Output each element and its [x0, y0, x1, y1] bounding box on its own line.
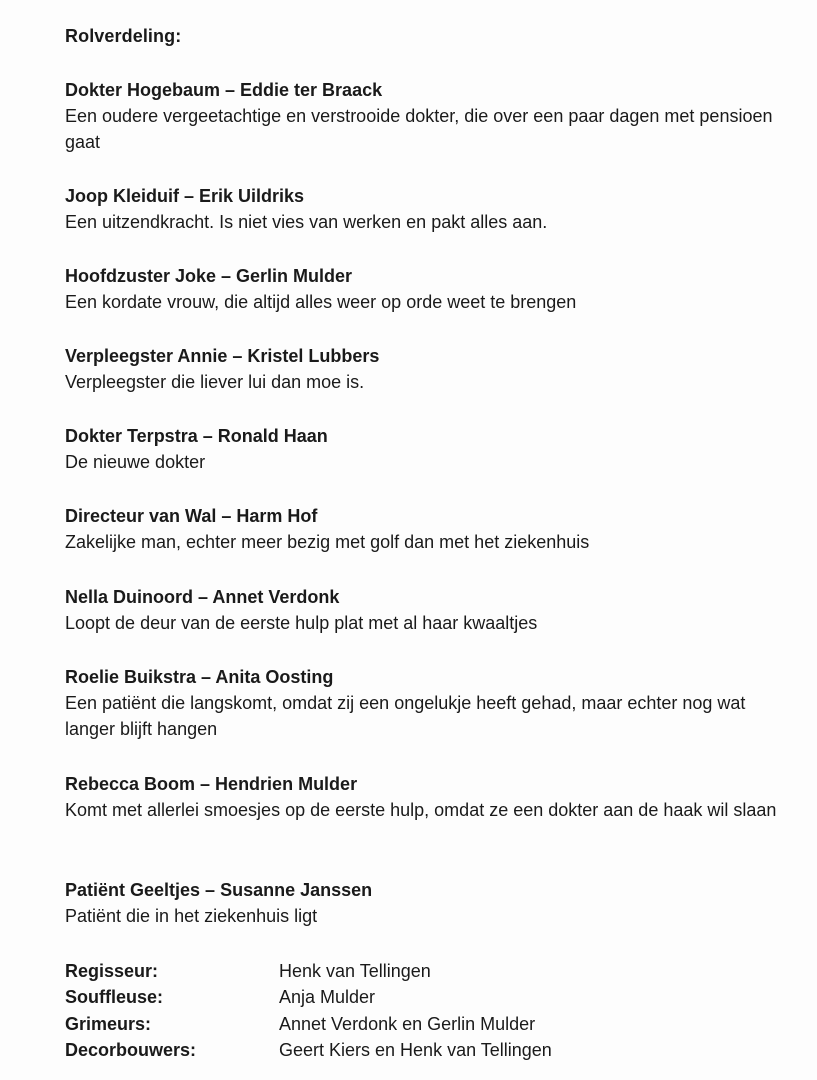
role-description: Zakelijke man, echter meer bezig met golf dan met het ziekenhuis — [65, 532, 590, 552]
crew-person: Anja Mulder — [279, 987, 376, 1008]
role-description: De nieuwe dokter — [65, 452, 206, 472]
crew-person: Geert Kiers en Henk van Tellingen — [279, 1040, 552, 1061]
role-entry — [65, 263, 795, 315]
crew-row — [65, 1011, 765, 1038]
role-name: Verpleegster Annie – Kristel Lubbers — [65, 346, 380, 366]
role-entry — [65, 343, 795, 395]
crew-row — [65, 958, 765, 985]
role-entry — [65, 877, 795, 929]
crew-role: Souffleuse: — [65, 987, 164, 1008]
role-name: Patiënt Geeltjes – Susanne Janssen — [65, 880, 373, 900]
role-description: Een uitzendkracht. Is niet vies van werken en pakt alles aan. — [65, 212, 548, 232]
role-name: Joop Kleiduif – Erik Uildriks — [65, 186, 305, 206]
role-description: Een kordate vrouw, die altijd alles weer op orde weet te brengen — [65, 292, 577, 312]
role-name: Dokter Hogebaum – Eddie ter Braack — [65, 80, 383, 100]
crew-person: Annet Verdonk en Gerlin Mulder — [279, 1013, 536, 1034]
role-description: Patiënt die in het ziekenhuis ligt — [65, 906, 318, 926]
role-description: Komt met allerlei smoesjes op de eerste hulp, omdat ze een dokter aan de haak wil slaan — [65, 800, 777, 820]
role-name: Dokter Terpstra – Ronald Haan — [65, 426, 328, 446]
role-description: Een oudere vergeetachtige en verstrooide dokter, die over een paar dagen met pensioen gaat — [65, 106, 773, 152]
role-name: Hoofdzuster Joke – Gerlin Mulder — [65, 266, 353, 286]
crew-role: Regisseur: — [65, 960, 159, 981]
role-name: Nella Duinoord – Annet Verdonk — [65, 587, 340, 607]
crew-list — [65, 958, 765, 1064]
page-title: Rolverdeling: — [65, 26, 182, 46]
role-description: Een patiënt die langskomt, omdat zij een ongelukje heeft gehad, maar echter nog wat langer blijft hangen — [65, 693, 746, 739]
role-entry — [65, 77, 795, 155]
crew-row — [65, 985, 765, 1012]
role-entry — [65, 423, 795, 475]
crew-role: Decorbouwers: — [65, 1040, 197, 1061]
crew-row — [65, 1038, 765, 1065]
role-name: Rebecca Boom – Hendrien Mulder — [65, 774, 358, 794]
crew-role: Grimeurs: — [65, 1013, 152, 1034]
role-entry — [65, 664, 795, 742]
role-name: Directeur van Wal – Harm Hof — [65, 506, 318, 526]
role-entry — [65, 183, 795, 235]
crew-person: Henk van Tellingen — [279, 960, 431, 981]
role-name: Roelie Buikstra – Anita Oosting — [65, 667, 334, 687]
role-entry — [65, 584, 795, 636]
role-description: Loopt de deur van de eerste hulp plat met al haar kwaaltjes — [65, 613, 538, 633]
role-entry — [65, 771, 795, 823]
role-description: Verpleegster die liever lui dan moe is. — [65, 372, 365, 392]
role-entry — [65, 503, 795, 555]
